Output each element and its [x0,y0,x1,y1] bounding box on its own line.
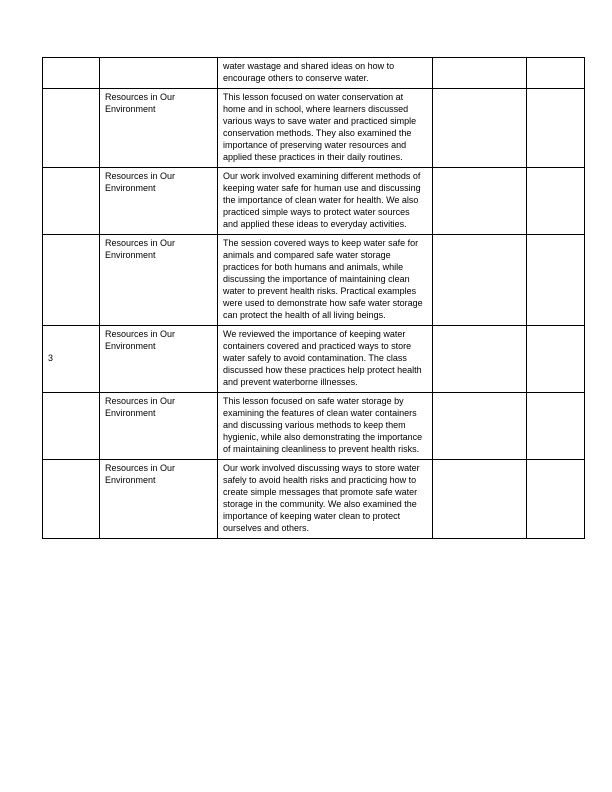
empty-cell [433,326,527,393]
empty-cell [433,235,527,326]
table-row [43,89,585,168]
empty-cell [527,326,585,393]
week-cell [43,58,100,89]
table-row [43,393,585,460]
empty-cell [433,460,527,539]
table-row [43,460,585,539]
empty-cell [527,235,585,326]
empty-cell [527,460,585,539]
empty-cell [433,393,527,460]
description-cell: Our work involved examining different methods of keeping water safe for human use and discussing the importance of clean water for health. We also practiced simple ways to protect water sources and applied these ideas to everyday activities. [218,168,433,235]
table-row [43,235,585,326]
strand-cell: Resources in Our Environment [100,168,218,235]
strand-cell: Resources in Our Environment [100,460,218,539]
empty-cell [433,58,527,89]
description-cell: This lesson focused on water conservation at home and in school, where learners discussed various ways to save water and practiced simple conservation methods. They also examined the importance of preserving water resources and applied these practices in their daily routines. [218,89,433,168]
empty-cell [433,168,527,235]
lesson-log-table [42,57,585,539]
week-cell [43,89,100,168]
description-cell: The session covered ways to keep water safe for animals and compared safe water storage practices for both humans and animals, while discussing the importance of maintaining clean water to prevent health risks. Practical examples were used to demonstrate how safe water storage can protect the health of all living beings. [218,235,433,326]
strand-cell: Resources in Our Environment [100,235,218,326]
description-cell: water wastage and shared ideas on how to encourage others to conserve water. [218,58,433,89]
description-cell: We reviewed the importance of keeping water containers covered and practiced ways to store water safely to avoid contamination. The class discussed how these practices help protect health and prevent waterborne illnesses. [218,326,433,393]
table-row [43,58,585,89]
empty-cell [527,168,585,235]
strand-cell [100,58,218,89]
week-cell [43,235,100,326]
strand-cell: Resources in Our Environment [100,393,218,460]
description-cell: Our work involved discussing ways to store water safely to avoid health risks and practicing how to create simple messages that promote safe water storage in the community. We also examined the importance of keeping water clean to protect ourselves and others. [218,460,433,539]
strand-cell: Resources in Our Environment [100,326,218,393]
description-cell: This lesson focused on safe water storage by examining the features of clean water containers and discussing various methods to keep them hygienic, while also demonstrating the importance of maintaining cleanliness to prevent health risks. [218,393,433,460]
week-cell [43,168,100,235]
week-number-cell: 3 [43,326,100,393]
table-row [43,326,585,393]
empty-cell [527,393,585,460]
week-cell [43,460,100,539]
empty-cell [527,89,585,168]
empty-cell [527,58,585,89]
strand-cell: Resources in Our Environment [100,89,218,168]
empty-cell [433,89,527,168]
week-cell [43,393,100,460]
table-row [43,168,585,235]
